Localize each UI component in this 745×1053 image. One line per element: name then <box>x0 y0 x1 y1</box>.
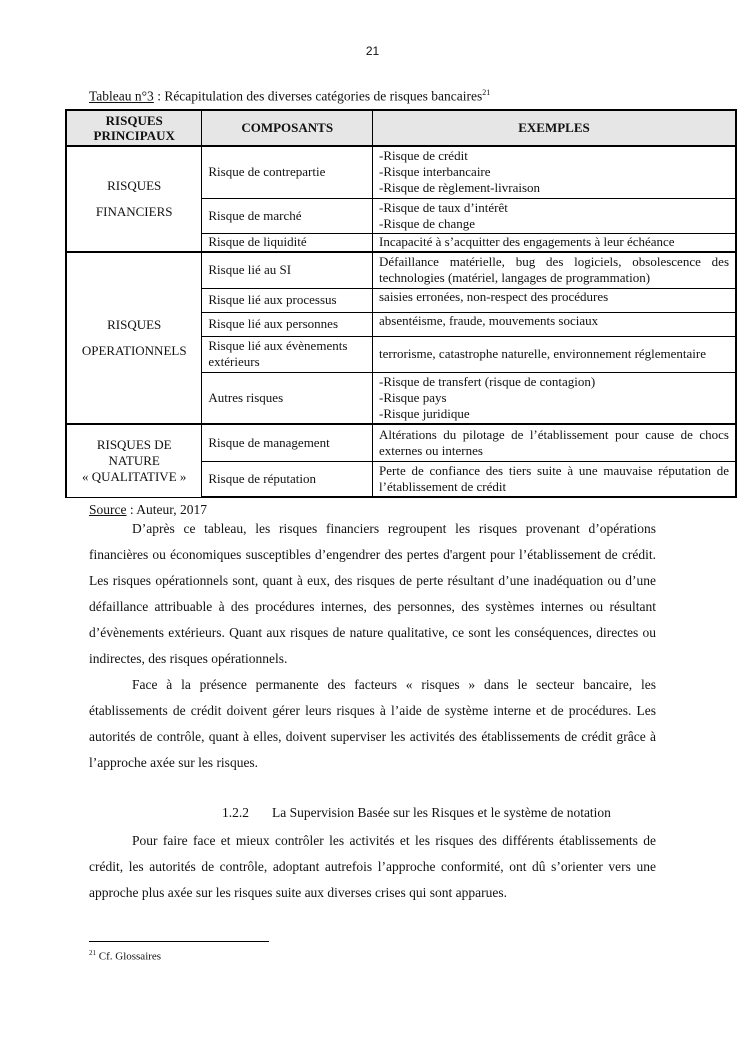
examples-cell: Incapacité à s’acquitter des engagements à leur échéance <box>373 233 737 252</box>
example-line: -Risque de taux d’intérêt <box>379 199 508 215</box>
table-caption-text: : Récapitulation des diverses catégories de risques bancaires <box>153 88 483 104</box>
main-risk-line: RISQUES <box>107 178 162 193</box>
body-text-1 <box>89 516 656 776</box>
component-cell: Risque de marché <box>202 198 373 233</box>
main-risk-line: RISQUES DE <box>96 436 172 452</box>
paragraph: Pour faire face et mieux contrôler les activités et les risques des différents établissements de crédit, les autorités de contrôle, adoptant autrefois l’approche conformité, ont dû s’orienter vers une approche plus axée sur les risques suite aux diverses crises qui sont apparues. <box>89 833 656 900</box>
examples-cell: Altérations du pilotage de l’établissement pour cause de chocs externes ou internes <box>373 424 737 461</box>
footnote <box>89 949 161 963</box>
header-exemples: EXEMPLES <box>373 110 737 146</box>
source-label: Source <box>89 502 127 517</box>
footnote-divider <box>89 941 269 942</box>
example-line: -Risque de change <box>379 215 476 231</box>
main-risk-operationnels <box>66 252 202 424</box>
footnote-reference: 21 <box>482 88 491 97</box>
table-row <box>66 146 736 198</box>
paragraph: Face à la présence permanente des facteurs « risques » dans le secteur bancaire, les établissements de crédit doivent gérer leurs risques à l’aide de système interne et de procédures. Les autorités de contrôle, quant à elles, doivent superviser les activités des établissements de crédit grâce à l’approche axée sur les risques. <box>89 677 656 770</box>
paragraph: D’après ce tableau, les risques financiers regroupent les risques provenant d’opérations financières ou économiques susceptibles d’engendrer des pertes d'argent pour l’établissement de crédit. Les risques opérationnels sont, quant à eux, des risques de perte résultant d’une inadéquation ou d’une défaillance attribuable à des procédures internes, des personnes, des systèmes internes ou résultant d’évènements extérieurs. Quant aux risques de nature qualitative, ce sont les conséquences, directes ou indirectes, des risques opérationnels. <box>89 521 656 666</box>
component-cell: Risque de liquidité <box>202 233 373 252</box>
table-header-row <box>66 110 736 146</box>
table-row <box>66 252 736 288</box>
examples-cell <box>373 146 737 198</box>
example-line: -Risque pays <box>379 389 447 405</box>
main-risk-qualitative <box>66 424 202 497</box>
page-number: 21 <box>365 44 380 58</box>
examples-cell: terrorisme, catastrophe naturelle, environnement réglementaire <box>373 336 737 372</box>
table-row <box>66 424 736 461</box>
component-cell: Risque lié aux processus <box>202 288 373 312</box>
section-heading <box>222 805 611 821</box>
example-line: -Risque interbancaire <box>379 164 491 180</box>
example-line: -Risque de règlement-livraison <box>379 180 541 196</box>
section-title: La Supervision Basée sur les Risques et le système de notation <box>272 805 611 820</box>
component-cell: Risque de réputation <box>202 461 373 497</box>
table-caption-label: Tableau n°3 <box>89 88 154 104</box>
examples-cell: saisies erronées, non-respect des procédures <box>373 288 737 312</box>
risk-table <box>65 109 737 498</box>
component-cell: Risque lié au SI <box>202 252 373 288</box>
main-risk-line: FINANCIERS <box>95 204 173 219</box>
examples-cell: Perte de confiance des tiers suite à une mauvaise réputation de l’établissement de crédit <box>373 461 737 497</box>
main-risk-line: « QUALITATIVE » <box>82 468 187 484</box>
example-line: -Risque de crédit <box>379 148 468 164</box>
section-number: 1.2.2 <box>222 805 249 820</box>
body-text-2 <box>89 828 656 906</box>
footnote-text: Cf. Glossaires <box>96 950 162 963</box>
component-cell: Risque de contrepartie <box>202 146 373 198</box>
component-cell: Risque lié aux évènements extérieurs <box>202 336 373 372</box>
source-text: : Auteur, 2017 <box>126 502 207 517</box>
examples-cell: Défaillance matérielle, bug des logiciels, obsolescence des technologies (matériel, langages de programmation) <box>373 252 737 288</box>
main-risk-line: OPERATIONNELS <box>81 343 187 358</box>
table-caption <box>89 88 490 105</box>
examples-cell <box>373 198 737 233</box>
footnote-number: 21 <box>89 949 96 957</box>
example-line: -Risque juridique <box>379 405 470 421</box>
component-cell: Risque lié aux personnes <box>202 312 373 336</box>
component-cell: Risque de management <box>202 424 373 461</box>
main-risk-financiers <box>66 146 202 252</box>
example-line: -Risque de transfert (risque de contagion) <box>379 373 596 389</box>
examples-cell: absentéisme, fraude, mouvements sociaux <box>373 312 737 336</box>
header-risques-principaux: RISQUES PRINCIPAUX <box>66 110 202 146</box>
examples-cell <box>373 372 737 424</box>
component-cell: Autres risques <box>202 372 373 424</box>
main-risk-line: NATURE <box>108 452 160 468</box>
header-composants: COMPOSANTS <box>202 110 373 146</box>
main-risk-line: RISQUES <box>107 317 162 332</box>
